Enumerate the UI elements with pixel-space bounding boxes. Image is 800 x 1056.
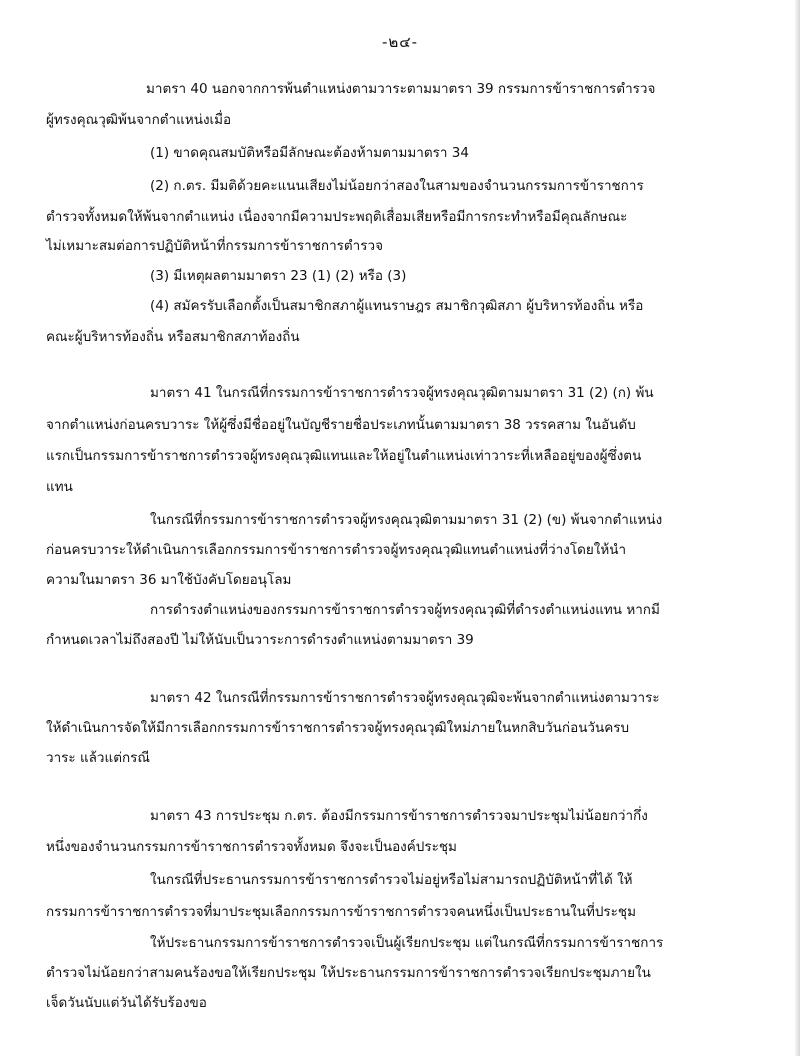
section-40-item-1: (1) ขาดคุณสมบัติหรือมีลักษณะต้องห้ามตามมาตรา 34 xyxy=(150,145,469,161)
section-42-heading-line: มาตรา 42 ในกรณีที่กรรมการข้าราชการตำรวจผู้ทรงคุณวุฒิจะพ้นจากตำแหน่งตามวาระ xyxy=(150,690,660,706)
section-41-heading-line: มาตรา 41 ในกรณีที่กรรมการข้าราชการตำรวจผู้ทรงคุณวุฒิตามมาตรา 31 (2) (ก) พ้น xyxy=(150,385,654,401)
section-40-item-2-continued: ตำรวจทั้งหมดให้พ้นจากตำแหน่ง เนื่องจากมีความประพฤติเสื่อมเสียหรือมีการกระทำหรือมีคุณลักษณะ xyxy=(46,209,628,225)
section-40-item-4-continued: คณะผู้บริหารท้องถิ่น หรือสมาชิกสภาท้องถิ่น xyxy=(46,329,300,345)
section-41-paragraph-2-line: ก่อนครบวาระให้ดำเนินการเลือกกรรมการข้าราชการตำรวจผู้ทรงคุณวุฒิแทนตำแหน่งที่ว่างโดยให้นำ xyxy=(46,542,627,558)
section-42-text-line: ให้ดำเนินการจัดให้มีการเลือกกรรมการข้าราชการตำรวจผู้ทรงคุณวุฒิใหม่ภายในหกสิบวันก่อนวันครบ xyxy=(46,720,630,736)
section-41-paragraph-2-line: ความในมาตรา 36 มาใช้บังคับโดยอนุโลม xyxy=(46,572,292,588)
section-43-heading-line: มาตรา 43 การประชุม ก.ตร. ต้องมีกรรมการข้าราชการตำรวจมาประชุมไม่น้อยกว่ากึ่ง xyxy=(150,808,648,824)
section-42-text-line: วาระ แล้วแต่กรณี xyxy=(46,750,150,766)
section-40-heading-line: มาตรา 40 นอกจากการพ้นตำแหน่งตามวาระตามมาตรา 39 กรรมการข้าราชการตำรวจ xyxy=(146,81,656,97)
section-43-paragraph-2-line: ในกรณีที่ประธานกรรมการข้าราชการตำรวจไม่อยู่หรือไม่สามารถปฏิบัติหน้าที่ได้ ให้ xyxy=(150,872,633,888)
section-43-paragraph-3-line: เจ็ดวันนับแต่วันได้รับร้องขอ xyxy=(46,995,207,1011)
section-43-paragraph-3-line: ให้ประธานกรรมการข้าราชการตำรวจเป็นผู้เรียกประชุม แต่ในกรณีที่กรรมการข้าราชการ xyxy=(150,935,664,951)
page-number: -๒๔- xyxy=(381,33,419,51)
section-41-text-line: จากตำแหน่งก่อนครบวาระ ให้ผู้ซึ่งมีชื่ออยู่ในบัญชีรายชื่อประเภทนั้นตามมาตรา 38 วรรคสาม ในอันดับ xyxy=(46,417,636,433)
section-40-text-line: ผู้ทรงคุณวุฒิพ้นจากตำแหน่งเมื่อ xyxy=(46,112,232,128)
section-43-text-line: หนึ่งของจำนวนกรรมการข้าราชการตำรวจทั้งหมด จึงจะเป็นองค์ประชุม xyxy=(46,839,457,855)
section-41-paragraph-2-line: ในกรณีที่กรรมการข้าราชการตำรวจผู้ทรงคุณวุฒิตามมาตรา 31 (2) (ข) พ้นจากตำแหน่ง xyxy=(150,512,663,528)
section-41-paragraph-3-line: การดำรงตำแหน่งของกรรมการข้าราชการตำรวจผู้ทรงคุณวุฒิที่ดำรงตำแหน่งแทน หากมี xyxy=(150,602,660,618)
section-40-item-2: (2) ก.ตร. มีมติด้วยคะแนนเสียงไม่น้อยกว่าสองในสามของจำนวนกรรมการข้าราชการ xyxy=(150,178,644,194)
scan-edge-shadow xyxy=(794,0,800,1056)
section-41-paragraph-3-line: กำหนดเวลาไม่ถึงสองปี ไม่ให้นับเป็นวาระการดำรงตำแหน่งตามมาตรา 39 xyxy=(46,632,474,648)
section-43-paragraph-3-line: ตำรวจไม่น้อยกว่าสามคนร้องขอให้เรียกประชุม ให้ประธานกรรมการข้าราชการตำรวจเรียกประชุมภายใน xyxy=(46,965,651,981)
section-41-text-line: แรกเป็นกรรมการข้าราชการตำรวจผู้ทรงคุณวุฒิแทนและให้อยู่ในตำแหน่งเท่าวาระที่เหลืออยู่ของผู้ซึ่งตน xyxy=(46,448,642,464)
section-40-item-4: (4) สมัครรับเลือกตั้งเป็นสมาชิกสภาผู้แทนราษฎร สมาชิกวุฒิสภา ผู้บริหารท้องถิ่น หรือ xyxy=(150,298,644,314)
section-43-paragraph-2-line: กรรมการข้าราชการตำรวจที่มาประชุมเลือกกรรมการข้าราชการตำรวจคนหนึ่งเป็นประธานในที่ประชุม xyxy=(46,904,636,920)
section-40-item-3: (3) มีเหตุผลตามมาตรา 23 (1) (2) หรือ (3) xyxy=(150,268,407,284)
section-40-item-2-continued: ไม่เหมาะสมต่อการปฏิบัติหน้าที่กรรมการข้าราชการตำรวจ xyxy=(46,238,384,254)
section-41-text-line: แทน xyxy=(46,479,73,495)
